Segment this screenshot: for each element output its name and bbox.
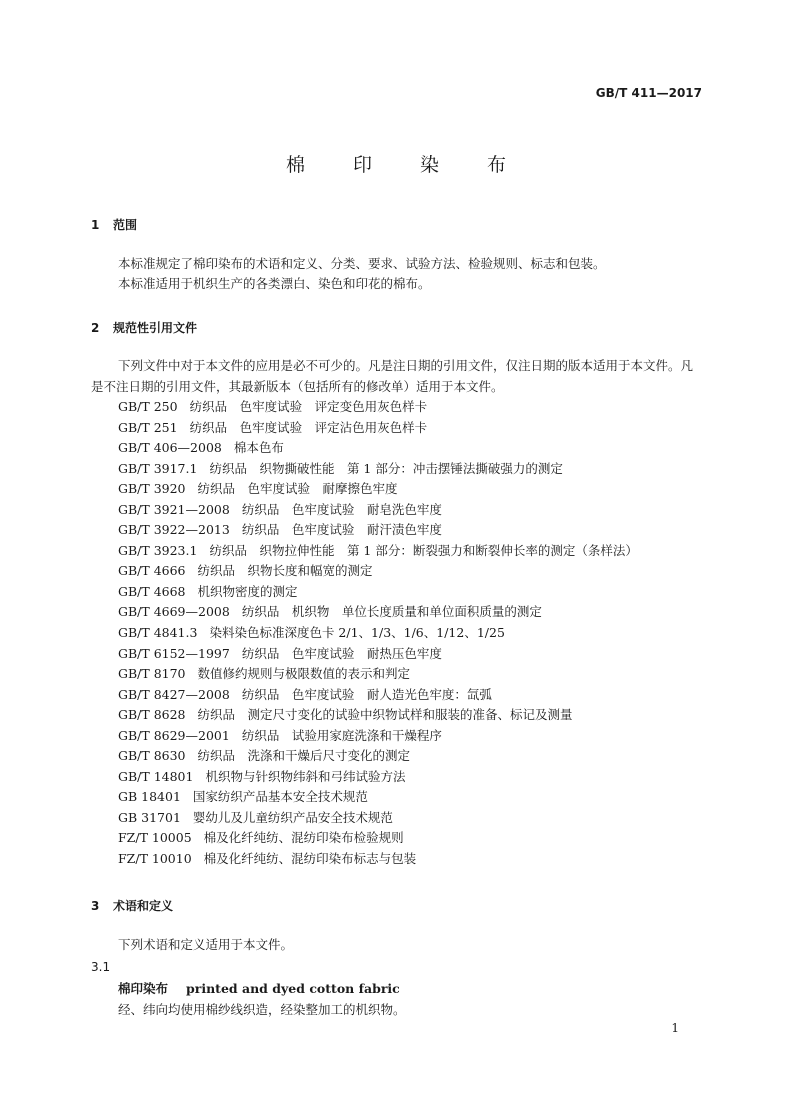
reference-code: FZ/T 10010 (118, 851, 192, 867)
reference-title: 机织物密度的测定 (197, 583, 298, 599)
section-title: 术语和定义 (113, 899, 174, 913)
reference-title: 纺织品 色牢度试验 评定变色用灰色样卡 (189, 399, 428, 414)
reference-item (118, 623, 638, 644)
reference-title: 纺织品 机织物 单位长度质量和单位面积质量的测定 (241, 604, 542, 620)
reference-code: FZ/T 10005 (118, 830, 192, 846)
reference-item (118, 767, 638, 788)
reference-title: 纺织品 织物长度和幅宽的测定 (197, 563, 373, 579)
references-intro: 下列文件中对于本文件的应用是必不可少的。凡是注日期的引用文件，仅注日期的版本适用于本文件。凡是不注日期的引用文件，其最新版本（包括所有的修改单）适用于本文件。 (91, 358, 694, 394)
term-english: printed and dyed cotton fabric (186, 981, 400, 996)
reference-title: 婴幼儿及儿童纺织产品安全技术规范 (192, 809, 393, 825)
reference-code: GB/T 4669—2008 (118, 604, 230, 620)
reference-item (118, 500, 638, 521)
reference-item (118, 479, 638, 500)
reference-title: 国家纺织产品基本安全技术规范 (192, 789, 368, 805)
scope-paragraph-1: 本标准规定了棉印染布的术语和定义、分类、要求、试验方法、检验规则、标志和包装。 (118, 256, 606, 271)
reference-title: 纺织品 色牢度试验 耐人造光色牢度：氙弧 (241, 686, 492, 702)
reference-code: GB/T 8630 (118, 748, 186, 764)
reference-code: GB/T 8628 (118, 707, 186, 723)
reference-title: 棉及化纤纯纺、混纺印染布检验规则 (203, 830, 404, 846)
reference-code: GB/T 14801 (118, 768, 194, 784)
section-title: 范围 (113, 218, 138, 232)
reference-title: 数值修约规则与极限数值的表示和判定 (197, 666, 411, 682)
section-1-heading (91, 216, 137, 233)
reference-title: 纺织品 色牢度试验 评定沾色用灰色样卡 (189, 419, 428, 435)
section-title: 规范性引用文件 (113, 321, 198, 335)
standard-code: GB/T 411—2017 (595, 86, 702, 100)
reference-item (118, 418, 638, 439)
reference-title: 纺织品 色牢度试验 耐摩擦色牢度 (197, 481, 398, 497)
reference-code: GB/T 251 (118, 419, 178, 435)
reference-code: GB/T 250 (118, 399, 178, 414)
reference-item (118, 705, 638, 726)
reference-code: GB/T 4668 (118, 583, 186, 599)
reference-item (118, 438, 638, 459)
section-3-heading (91, 897, 173, 914)
reference-title: 纺织品 色牢度试验 耐皂洗色牢度 (241, 501, 442, 517)
reference-item (118, 828, 638, 849)
reference-title: 机织物与针织物纬斜和弓纬试验方法 (205, 768, 406, 784)
term-chinese: 棉印染布 (118, 981, 169, 996)
reference-item (118, 561, 638, 582)
reference-item (118, 520, 638, 541)
reference-code: GB/T 8427—2008 (118, 686, 230, 702)
section-number: 1 (91, 218, 100, 232)
reference-title: 棉本色布 (233, 440, 284, 456)
section-2-heading (91, 319, 197, 336)
reference-title: 纺织品 试验用家庭洗涤和干燥程序 (241, 727, 442, 743)
reference-item (118, 644, 638, 665)
term-definition: 经、纬向均使用棉纱线织造，经染整加工的机织物。 (118, 1002, 406, 1017)
reference-code: GB/T 8170 (118, 666, 186, 682)
reference-item (118, 582, 638, 603)
page-number: 1 (671, 1021, 679, 1035)
reference-item (118, 664, 638, 685)
reference-code: GB/T 6152—1997 (118, 645, 230, 661)
reference-item (118, 726, 638, 747)
reference-item (118, 602, 638, 623)
reference-title: 纺织品 织物撕破性能 第 1 部分：冲击摆锤法撕破强力的测定 (209, 460, 563, 476)
reference-title: 染料染色标准深度色卡 2/1、1/3、1/6、1/12、1/25 (209, 625, 505, 641)
reference-code: GB/T 406—2008 (118, 440, 222, 456)
reference-title: 纺织品 色牢度试验 耐汗渍色牢度 (241, 522, 442, 538)
reference-code: GB/T 3922—2013 (118, 522, 230, 538)
reference-code: GB 31701 (118, 809, 181, 825)
reference-code: GB/T 3917.1 (118, 460, 198, 476)
reference-title: 纺织品 洗涤和干燥后尺寸变化的测定 (197, 748, 411, 764)
reference-item (118, 787, 638, 808)
reference-code: GB/T 3923.1 (118, 542, 198, 558)
reference-title: 棉及化纤纯纺、混纺印染布标志与包装 (203, 851, 417, 867)
reference-code: GB/T 3920 (118, 481, 186, 497)
reference-title: 纺织品 色牢度试验 耐热压色牢度 (241, 645, 442, 661)
reference-title: 纺织品 织物拉伸性能 第 1 部分：断裂强力和断裂伸长率的测定（条样法） (209, 542, 638, 558)
term-number: 3.1 (91, 960, 111, 974)
term-entry (118, 979, 400, 997)
reference-code: GB/T 4841.3 (118, 625, 198, 641)
reference-item (118, 541, 638, 562)
reference-code: GB/T 8629—2001 (118, 727, 230, 743)
terms-intro: 下列术语和定义适用于本文件。 (118, 937, 294, 952)
reference-code: GB/T 4666 (118, 563, 186, 579)
reference-item (118, 849, 638, 870)
section-number: 2 (91, 321, 100, 335)
reference-list (118, 397, 638, 870)
scope-paragraph-2: 本标准适用于机织生产的各类漂白、染色和印花的棉布。 (118, 276, 431, 291)
reference-item (118, 685, 638, 706)
section-number: 3 (91, 899, 100, 913)
reference-item (118, 459, 638, 480)
reference-item (118, 746, 638, 767)
reference-item (118, 808, 638, 829)
reference-code: GB 18401 (118, 789, 181, 805)
reference-code: GB/T 3921—2008 (118, 501, 230, 517)
reference-title: 纺织品 测定尺寸变化的试验中织物试样和服装的准备、标记及测量 (197, 707, 573, 723)
reference-item (118, 397, 638, 418)
document-title: 棉 印 染 布 (285, 154, 528, 176)
